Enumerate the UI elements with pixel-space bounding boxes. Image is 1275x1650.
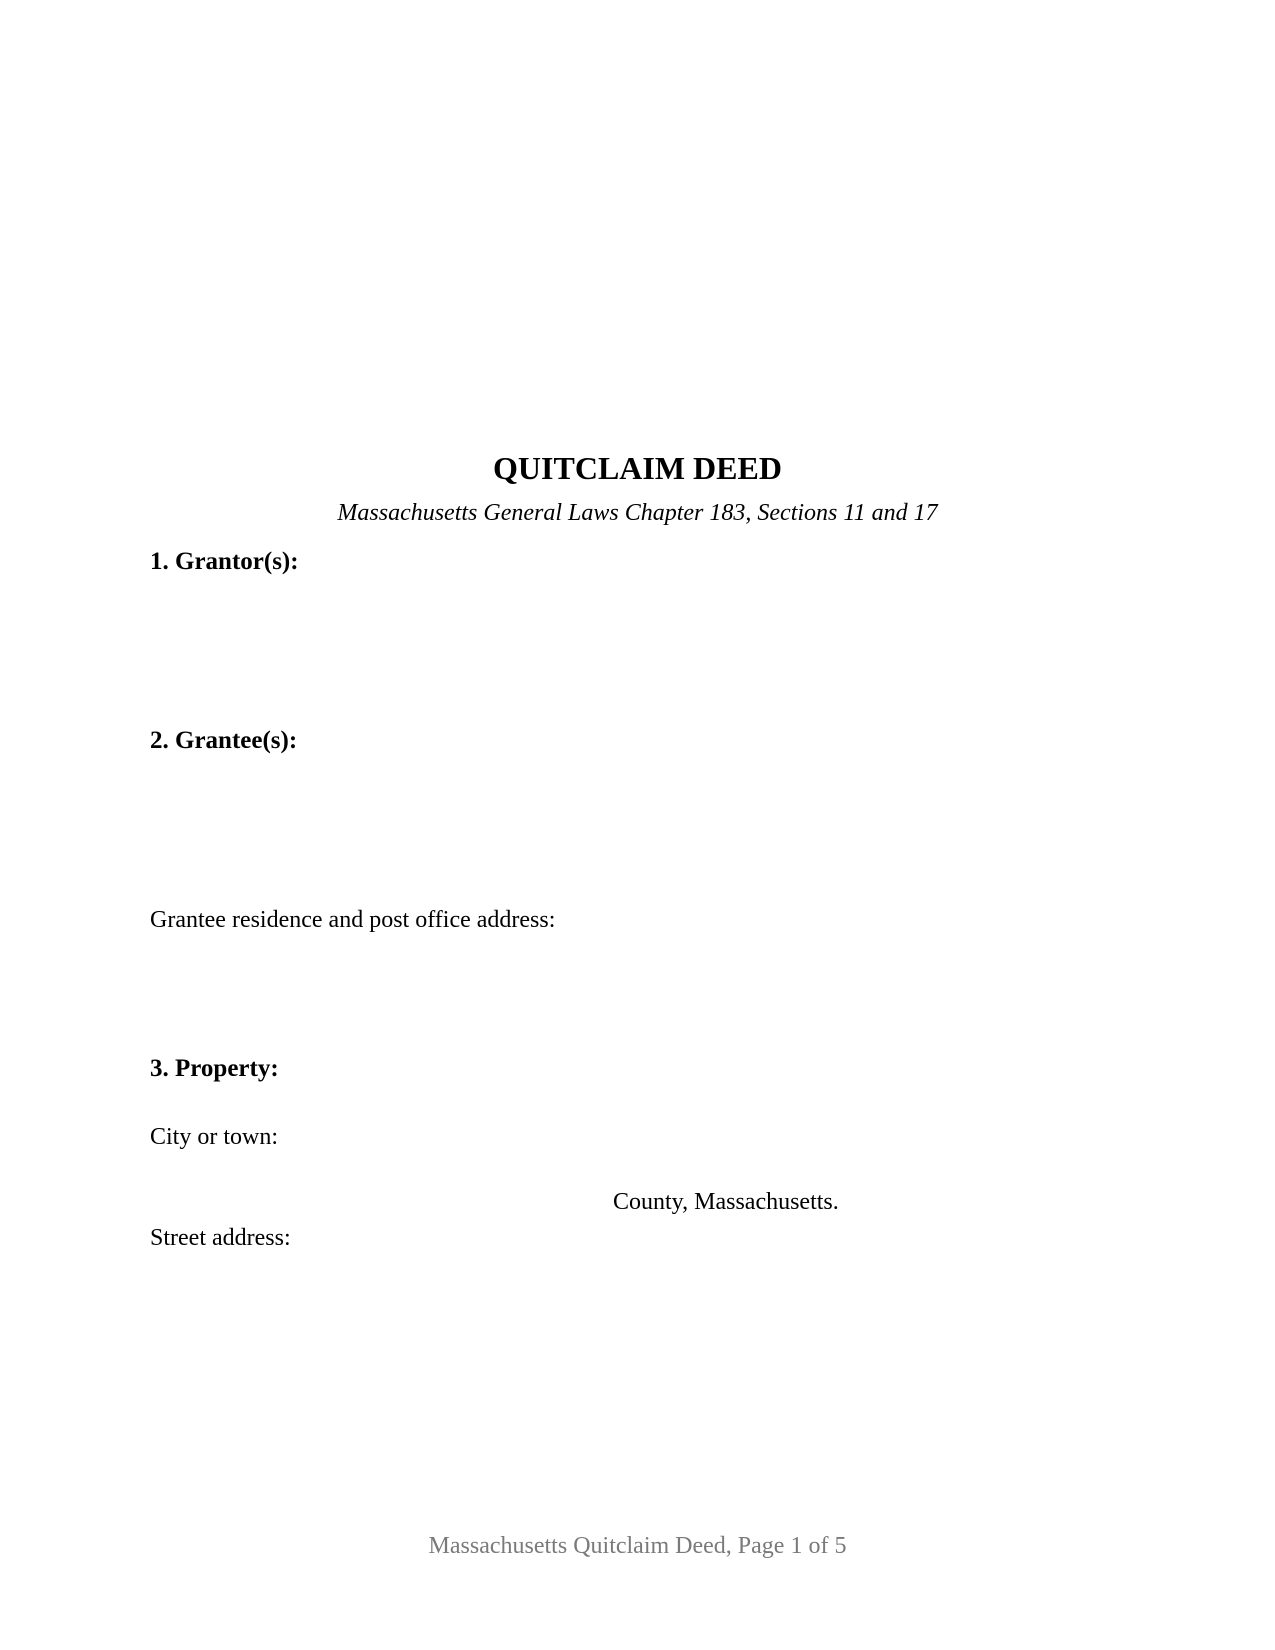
street-address-label: Street address: bbox=[150, 1225, 291, 1251]
page-footer: Massachusetts Quitclaim Deed, Page 1 of 5 bbox=[428, 1533, 847, 1559]
county-text: County, Massachusetts. bbox=[613, 1189, 839, 1215]
city-label: City or town: bbox=[150, 1124, 279, 1150]
document-subtitle: Massachusetts General Laws Chapter 183, Sections 11 and 17 bbox=[337, 500, 938, 526]
document-title: QUITCLAIM DEED bbox=[493, 450, 782, 486]
grantor-heading: 1. Grantor(s): bbox=[150, 548, 299, 575]
property-heading: 3. Property: bbox=[150, 1055, 279, 1082]
grantee-heading: 2. Grantee(s): bbox=[150, 727, 298, 754]
grantee-address-label: Grantee residence and post office address: bbox=[150, 907, 556, 933]
